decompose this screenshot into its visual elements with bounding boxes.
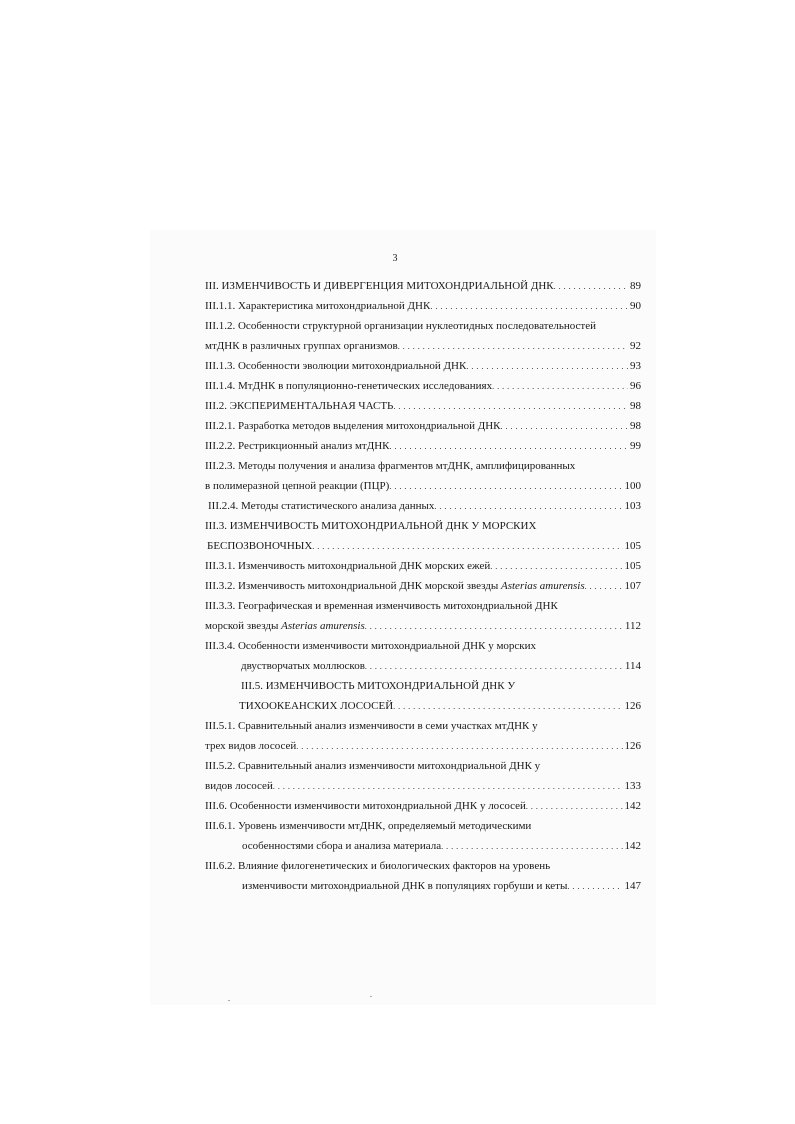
toc-page-number: 99	[630, 440, 641, 452]
leader-dots	[526, 799, 623, 814]
scan-speck	[370, 996, 372, 997]
toc-entry	[205, 679, 641, 699]
toc-entry	[205, 299, 641, 319]
toc-page-number: 92	[630, 340, 641, 352]
toc-text: III.3.4. Особенности изменчивости митохондриальной ДНК у морских	[205, 640, 537, 652]
toc-entry-title	[205, 539, 312, 553]
toc-page-number: 96	[630, 380, 641, 392]
toc-text: особенностями сбора и анализа материала	[242, 840, 442, 852]
toc-entry	[205, 659, 641, 679]
toc-entry-title	[205, 379, 492, 393]
toc-entry-title	[205, 559, 490, 573]
leader-dots	[393, 699, 622, 714]
toc-text: морской звезды	[205, 620, 282, 632]
toc-entry	[205, 419, 641, 439]
toc-entry-title	[205, 279, 554, 293]
toc-text: III.5. ИЗМЕНЧИВОСТЬ МИТОХОНДРИАЛЬНОЙ ДНК У	[241, 680, 516, 692]
leader-dots	[554, 279, 628, 294]
toc-page-number: 112	[624, 620, 641, 632]
toc-text: изменчивости митохондриальной ДНК в популяциях горбуши и кеты	[242, 880, 568, 892]
toc-text: III.5.2. Сравнительный анализ изменчивости митохондриальной ДНК у	[205, 760, 541, 772]
species-name: Asterias amurensis	[281, 620, 365, 632]
toc-entry	[205, 619, 641, 639]
toc-text: III.2.1. Разработка методов выделения митохондриальной ДНК	[205, 420, 501, 432]
toc-text: III. ИЗМЕНЧИВОСТЬ И ДИВЕРГЕНЦИЯ МИТОХОНДРИАЛЬНОЙ ДНК	[205, 280, 554, 292]
toc-entry-title	[205, 519, 536, 533]
toc-entry	[205, 459, 641, 479]
leader-dots	[390, 439, 628, 454]
toc-entry-title	[205, 339, 398, 353]
toc-entry-title	[205, 479, 389, 493]
toc-entry-title	[205, 499, 434, 513]
toc-page-number: 90	[630, 300, 641, 312]
toc-text: ТИХООКЕАНСКИХ ЛОСОСЕЙ	[239, 700, 394, 712]
leader-dots	[389, 479, 622, 494]
toc-text: III.3.2. Изменчивость митохондриальной ДНК морской звезды	[205, 580, 501, 592]
leader-dots	[430, 299, 628, 314]
leader-dots	[434, 499, 622, 514]
toc-entry-title	[205, 659, 365, 673]
toc-entry-title	[205, 299, 430, 313]
toc-entry-title	[205, 779, 273, 793]
toc-page-number: 100	[624, 480, 641, 492]
leader-dots	[492, 379, 628, 394]
toc-page-number: 114	[624, 660, 641, 672]
toc-entry	[205, 579, 641, 599]
leader-dots	[501, 419, 628, 434]
toc-text: III.3.1. Изменчивость митохондриальной ДНК морских ежей	[205, 560, 491, 572]
leader-dots	[441, 839, 622, 854]
toc-entry	[205, 839, 641, 859]
toc-entry-title	[205, 819, 531, 833]
toc-entry	[205, 559, 641, 579]
leader-dots	[466, 359, 628, 374]
toc-entry	[205, 779, 641, 799]
toc-entry-title	[205, 359, 466, 373]
toc-text: III.2. ЭКСПЕРИМЕНТАЛЬНАЯ ЧАСТЬ	[205, 400, 394, 412]
toc-entry	[205, 519, 641, 539]
toc-text: III.5.1. Сравнительный анализ изменчивости в семи участках мтДНК у	[205, 720, 538, 732]
toc-text: III.1.2. Особенности структурной организации нуклеотидных последовательностей	[205, 320, 596, 332]
toc-text: трех видов лососей	[205, 740, 297, 752]
leader-dots	[398, 339, 628, 354]
toc-entry-title	[205, 739, 296, 753]
leader-dots	[585, 579, 623, 594]
toc-text: III.6.1. Уровень изменчивости мтДНК, определяемый методическими	[205, 820, 532, 832]
toc-entry	[205, 479, 641, 499]
toc-page-number: 89	[630, 280, 641, 292]
toc-entry	[205, 699, 641, 719]
toc-entry	[205, 379, 641, 399]
toc-entry	[205, 799, 641, 819]
toc-entry	[205, 639, 641, 659]
toc-entry-title	[205, 599, 558, 613]
toc-entry-title	[205, 579, 585, 593]
toc-entry-title	[205, 619, 365, 633]
leader-dots	[567, 879, 622, 894]
toc-text: мтДНК в различных группах организмов	[205, 340, 398, 352]
toc-entry-title	[205, 639, 536, 653]
toc-text: III.3.3. Географическая и временная изменчивость митохондриальной ДНК	[205, 600, 558, 612]
leader-dots	[490, 559, 622, 574]
toc-page-number: 147	[624, 880, 641, 892]
leader-dots	[365, 619, 623, 634]
leader-dots	[312, 539, 622, 554]
toc-page-number: 105	[624, 540, 641, 552]
toc-page-number: 93	[630, 360, 641, 372]
toc-text: III.1.1. Характеристика митохондриальной ДНК	[205, 300, 431, 312]
toc-entry-title	[205, 459, 575, 473]
species-name: Asterias amurensis	[501, 580, 585, 592]
toc-page-number: 142	[624, 840, 641, 852]
toc-page-number: 105	[624, 560, 641, 572]
toc-text: III.6.2. Влияние филогенетических и биологических факторов на уровень	[205, 860, 551, 872]
toc-page-number: 98	[630, 400, 641, 412]
toc-entry	[205, 359, 641, 379]
toc-text: III.3. ИЗМЕНЧИВОСТЬ МИТОХОНДРИАЛЬНОЙ ДНК У МОРСКИХ	[205, 520, 537, 532]
toc-entry-title	[205, 719, 538, 733]
toc-entry	[205, 759, 641, 779]
toc-entry	[205, 399, 641, 419]
toc-entry-title	[205, 399, 393, 413]
toc-entry	[205, 739, 641, 759]
toc-entry	[205, 339, 641, 359]
toc-entry-title	[205, 419, 501, 433]
toc-page-number: 133	[624, 780, 641, 792]
toc-page-number: 98	[630, 420, 641, 432]
toc-entry	[205, 499, 641, 519]
toc-entry	[205, 879, 641, 899]
toc-entry-title	[205, 679, 515, 693]
toc-text: III.1.4. МтДНК в популяционно-генетических исследованиях	[205, 380, 493, 392]
toc-text: III.6. Особенности изменчивости митохондриальной ДНК у лососей	[205, 800, 526, 812]
toc-text: видов лососей	[205, 780, 273, 792]
toc-entry-title	[205, 839, 441, 853]
toc-entry	[205, 319, 641, 339]
toc-entry-title	[205, 879, 567, 893]
leader-dots	[393, 399, 628, 414]
toc-text: БЕСПОЗВОНОЧНЫХ	[207, 540, 313, 552]
toc-text: в полимеразной цепной реакции (ПЦР)	[205, 480, 390, 492]
toc-entry	[205, 439, 641, 459]
toc-entry	[205, 819, 641, 839]
toc-entry-title	[205, 439, 390, 453]
toc-text: III.2.3. Методы получения и анализа фрагментов мтДНК, амплифицированных	[205, 460, 576, 472]
page-number: 3	[392, 253, 398, 264]
toc-page-number: 103	[624, 500, 641, 512]
toc-entry-title	[205, 759, 540, 773]
scan-speck	[228, 1000, 230, 1001]
toc-page-number: 142	[624, 800, 641, 812]
toc-entry	[205, 719, 641, 739]
toc-entry-title	[205, 859, 550, 873]
toc-text: двустворчатых моллюсков	[241, 660, 365, 672]
toc-entry	[205, 279, 641, 299]
toc-page-number: 126	[624, 740, 641, 752]
toc-text: III.1.3. Особенности эволюции митохондриальной ДНК	[205, 360, 467, 372]
toc-entry	[205, 859, 641, 879]
toc-entry-title	[205, 319, 596, 333]
toc-entry	[205, 599, 641, 619]
toc-text: III.2.4. Методы статистического анализа данных	[208, 500, 435, 512]
toc-text: III.2.2. Рестрикционный анализ мтДНК	[205, 440, 390, 452]
leader-dots	[365, 659, 623, 674]
toc-page-number: 107	[624, 580, 641, 592]
toc-entry-title	[205, 799, 526, 813]
toc-entry	[205, 539, 641, 559]
leader-dots	[273, 779, 623, 794]
toc-page-number: 126	[624, 700, 641, 712]
leader-dots	[296, 739, 622, 754]
toc-entry-title	[205, 699, 393, 713]
